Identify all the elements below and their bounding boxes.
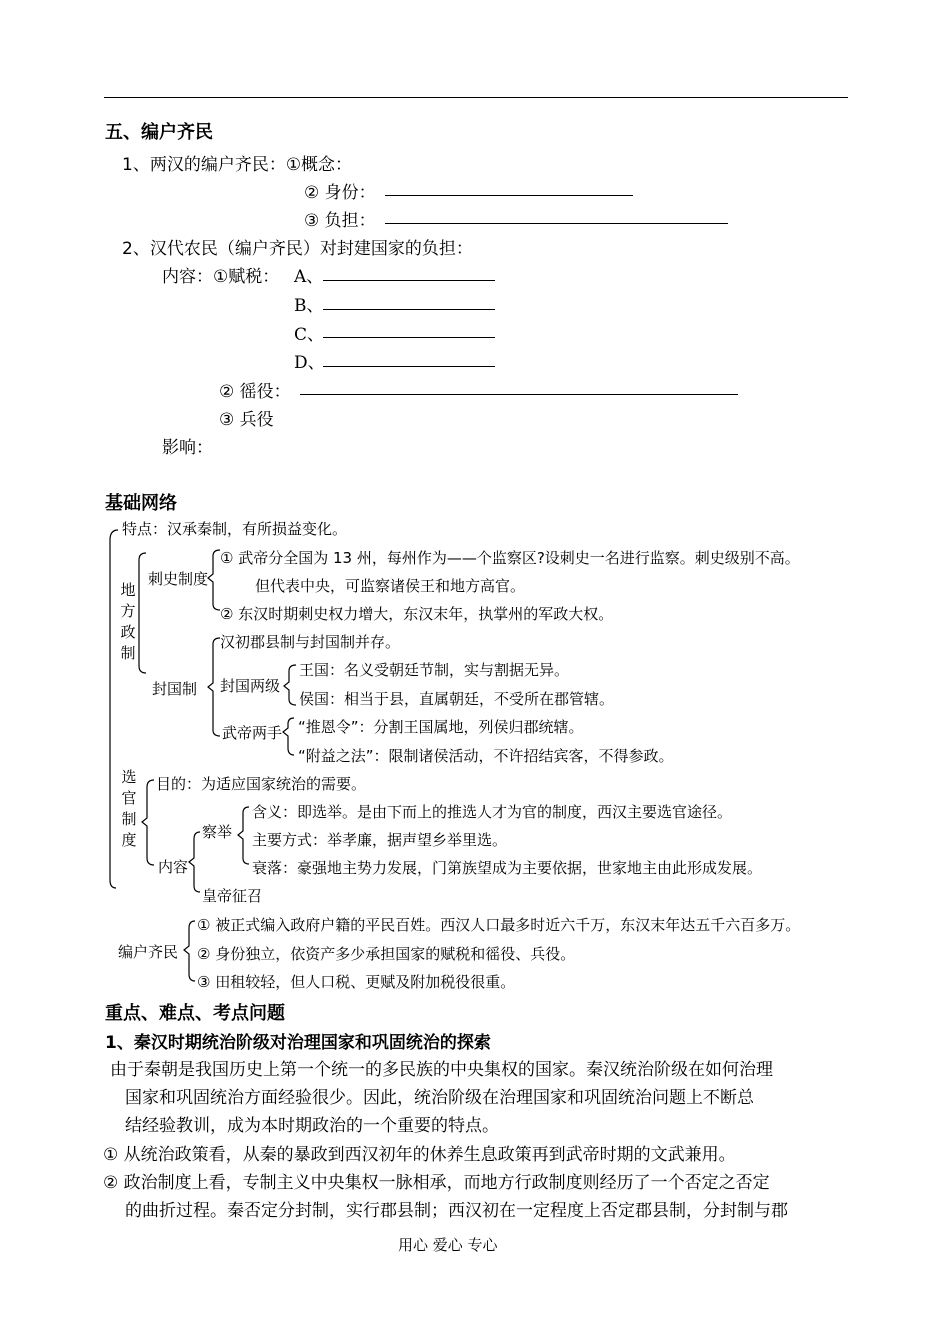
bianhu-2: ② 身份独立，依资产多少承担国家的赋税和徭役、兵役。: [197, 945, 576, 963]
fuyi: “附益之法”：限制诸侯活动，不许招结宾客，不得参政。: [298, 747, 674, 765]
p2: ① 从统治政策看，从秦的暴政到西汉初年的休养生息政策再到武帝时期的文武兼用。: [103, 1145, 736, 1165]
cishi-1b: 但代表中央，可监察诸侯王和地方高官。: [255, 577, 526, 595]
fengguo-1: 汉初郡县制与封国制并存。: [220, 633, 401, 651]
cishi-2: ② 东汉时期刺史权力增大，东汉末年，执掌州的军政大权。: [220, 605, 614, 623]
item1-identity: ② 身份：: [304, 183, 376, 203]
chaju-label: 察举: [202, 823, 233, 841]
impact: 影响：: [162, 438, 213, 458]
section-title: 五、编户齐民: [105, 122, 213, 143]
military: ③ 兵役: [219, 410, 274, 430]
p1-line2: 国家和巩固统治方面经验很少。因此，统治阶级在治理国家和巩固统治问题上不断总: [125, 1088, 754, 1108]
item1-burden: ③ 负担：: [304, 211, 376, 231]
item1-concept: 1、两汉的编户齐民：①概念：: [122, 155, 353, 175]
cishi-1a: ① 武帝分全国为 13 州，每州作为——个监察区?设刺史一名进行监察。刺史级别不高。: [220, 549, 800, 567]
feature: 特点：汉承秦制，有所损益变化。: [122, 520, 348, 538]
wudi-two: 武帝两手: [222, 724, 283, 742]
p1-line3: 结经验教训，成为本时期政治的一个重要的特点。: [125, 1116, 499, 1136]
item2-title: 2、汉代农民（编户齐民）对封建国家的负担：: [122, 239, 473, 259]
key-points-title: 重点、难点、考点问题: [105, 1003, 285, 1024]
tuienling: “推恩令”：分割王国属地，列侯归郡统辖。: [298, 718, 584, 736]
bianhu-label: 编户齐民: [118, 943, 179, 961]
fengguo-two-levels: 封国两级: [220, 677, 281, 695]
tax-a: A、: [294, 267, 324, 287]
local-gov-label: 地方政制: [120, 581, 136, 662]
p3-line2: 的曲折过程。秦否定分封制，实行郡县制；西汉初在一定程度上否定郡县制，分封制与郡: [125, 1201, 788, 1221]
houguo: 侯国：相当于县，直属朝廷，不受所在郡管辖。: [299, 690, 615, 708]
chaju-method: 主要方式：举孝廉，据声望乡举里选。: [252, 831, 508, 849]
bianhu-1: ① 被正式编入政府户籍的平民百姓。西汉人口最多时近六千万，东汉末年达五千六百多万。: [197, 916, 801, 934]
footer: 用心 爱心 专心: [398, 1236, 498, 1254]
corvee: ② 徭役：: [219, 382, 291, 402]
wangguo: 王国：名义受朝廷节制，实与割据无异。: [299, 661, 570, 679]
tax-d: D、: [294, 353, 325, 373]
xuanguan-label: 选官制度: [121, 768, 137, 849]
content-label: 内容: [158, 858, 189, 876]
p3-line1: ② 政治制度上看，专制主义中央集权一脉相承，而地方行政制度则经历了一个否定之否定: [103, 1173, 770, 1193]
tax-c: C、: [294, 325, 325, 345]
tax-b: B、: [294, 296, 324, 316]
cishi-label: 刺史制度: [148, 570, 209, 588]
fengguo-label: 封国制: [152, 680, 198, 698]
bianhu-3: ③ 田租较轻，但人口税、更赋及附加税役很重。: [197, 973, 516, 991]
zhengzhao: 皇帝征召: [202, 887, 263, 905]
network-title: 基础网络: [105, 493, 177, 514]
q1-title: 1、秦汉时期统治阶级对治理国家和巩固统治的探索: [105, 1033, 491, 1053]
content-tax-label: 内容：①赋税：: [162, 267, 280, 287]
chaju-meaning: 含义：即选举。是由下而上的推选人才为官的制度，西汉主要选官途径。: [252, 803, 733, 821]
purpose: 目的：为适应国家统治的需要。: [156, 775, 367, 793]
p1-line1: 由于秦朝是我国历史上第一个统一的多民族的中央集权的国家。秦汉统治阶级在如何治理: [110, 1060, 773, 1080]
chaju-decline: 衰落：豪强地主势力发展，门第族望成为主要依据，世家地主由此形成发展。: [252, 859, 763, 877]
